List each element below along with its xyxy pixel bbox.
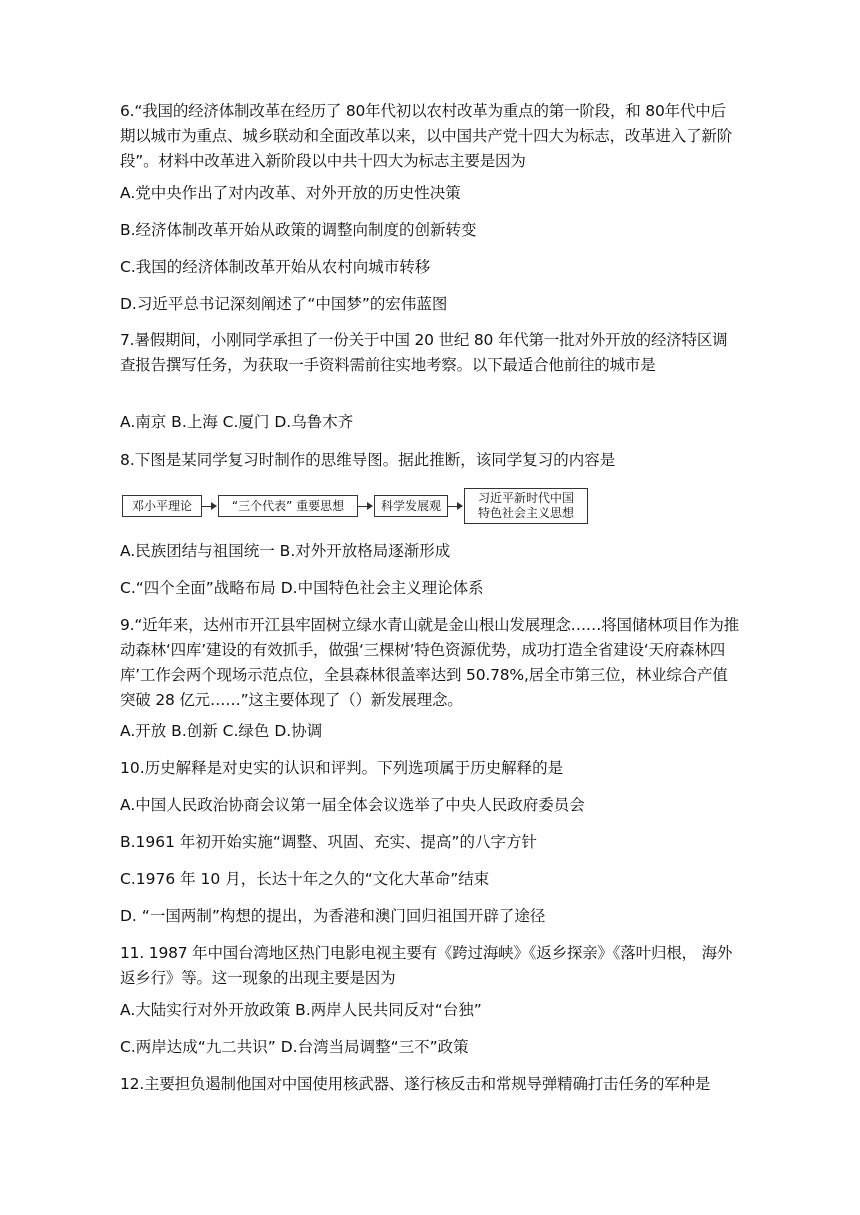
arrow-icon	[202, 506, 216, 507]
question-6-option-a: A.党中央作出了对内改革、对外开放的历史性决策	[120, 184, 461, 202]
question-6-option-c: C.我国的经济体制改革开始从农村向城市转移	[120, 258, 431, 276]
mind-map-node-xi-thought-line2: 特色社会主义思想	[477, 506, 574, 520]
arrow-icon	[448, 506, 462, 507]
question-8-options-ab: A.民族团结与祖国统一 B.对外开放格局逐渐形成	[120, 542, 451, 560]
question-6-stem: 6.“我国的经济体制改革在经历了 80年代初以农村改革为重点的第一阶段，和 80年代中后期以城市为重点、城乡联动和全面改革以来，以中国共产党十四大为标志，改革进入了新阶段”。材料中改革进入新阶段以中共十四大为标志主要是因为	[120, 102, 733, 170]
question-10-option-b: B.1961 年初开始实施“调整、巩固、充实、提高”的八字方针	[120, 833, 537, 851]
question-10-option-a: A.中国人民政治协商会议第一届全体会议选举了中央人民政府委员会	[120, 796, 585, 814]
question-10-option-c: C.1976 年 10 月，长达十年之久的“文化大革命”结束	[120, 870, 490, 888]
question-8-stem: 8.下图是某同学复习时制作的思维导图。据此推断，该同学复习的内容是	[120, 451, 616, 469]
question-11-options-cd: C.两岸达成“九二共识” D.台湾当局调整“三不”政策	[120, 1038, 469, 1056]
arrow-icon	[358, 506, 372, 507]
mind-map-node-scientific-outlook: 科学发展观	[374, 495, 448, 517]
question-11-stem: 11. 1987 年中国台湾地区热门电影电视主要有《跨过海峡》《返乡探亲》《落叶归根， 海外返乡行》等。这一现象的出现主要是因为	[120, 944, 733, 987]
mind-map-node-deng-theory: 邓小平理论	[122, 495, 202, 517]
mind-map-diagram	[122, 488, 592, 524]
question-12-stem: 12.主要担负遏制他国对中国使用核武器、遂行核反击和常规导弹精确打击任务的军种是	[120, 1075, 711, 1093]
question-7-stem: 7.暑假期间，小刚同学承担了一份关于中国 20 世纪 80 年代第一批对外开放的经济特区调查报告撰写任务，为获取一手资料需前往实地考察。以下最适合他前往的城市是	[120, 331, 728, 374]
question-10-stem: 10.历史解释是对史实的认识和评判。下列选项属于历史解释的是	[120, 759, 564, 777]
question-9-stem: 9.“近年来，达州市开江县牢固树立绿水青山就是金山根山发展理念……将国储林项目作为推动森林‘四库’建设的有效抓手，做强‘三棵树’特色资源优势，成功打造全省建设‘天府森林四库’工作会两个现场示范点位，全县森林很盖率达到 50.78%,居全市第三位，林业综合产值突破 28 亿元……”这主要体现了（）新发展理念。	[120, 616, 739, 709]
question-6-option-b: B.经济体制改革开始从政策的调整向制度的创新转变	[120, 221, 477, 239]
mind-map-node-xi-thought	[464, 488, 588, 524]
question-7-options: A.南京 B.上海 C.厦门 D.乌鲁木齐	[120, 413, 354, 431]
mind-map-node-xi-thought-line1: 习近平新时代中国	[477, 491, 574, 505]
question-6-option-d: D.习近平总书记深刻阐述了“中国梦”的宏伟蓝图	[120, 295, 448, 313]
question-9-options: A.开放 B.创新 C.绿色 D.协调	[120, 722, 323, 740]
question-10-option-d: D. “一国两制”构想的提出，为香港和澳门回归祖国开辟了途径	[120, 907, 546, 925]
question-8-options-cd: C.“四个全面”战略布局 D.中国特色社会主义理论体系	[120, 579, 484, 597]
mind-map-node-three-represents: “三个代表” 重要思想	[218, 495, 358, 517]
question-11-options-ab: A.大陆实行对外开放政策 B.两岸人民共同反对“台独”	[120, 1001, 482, 1019]
